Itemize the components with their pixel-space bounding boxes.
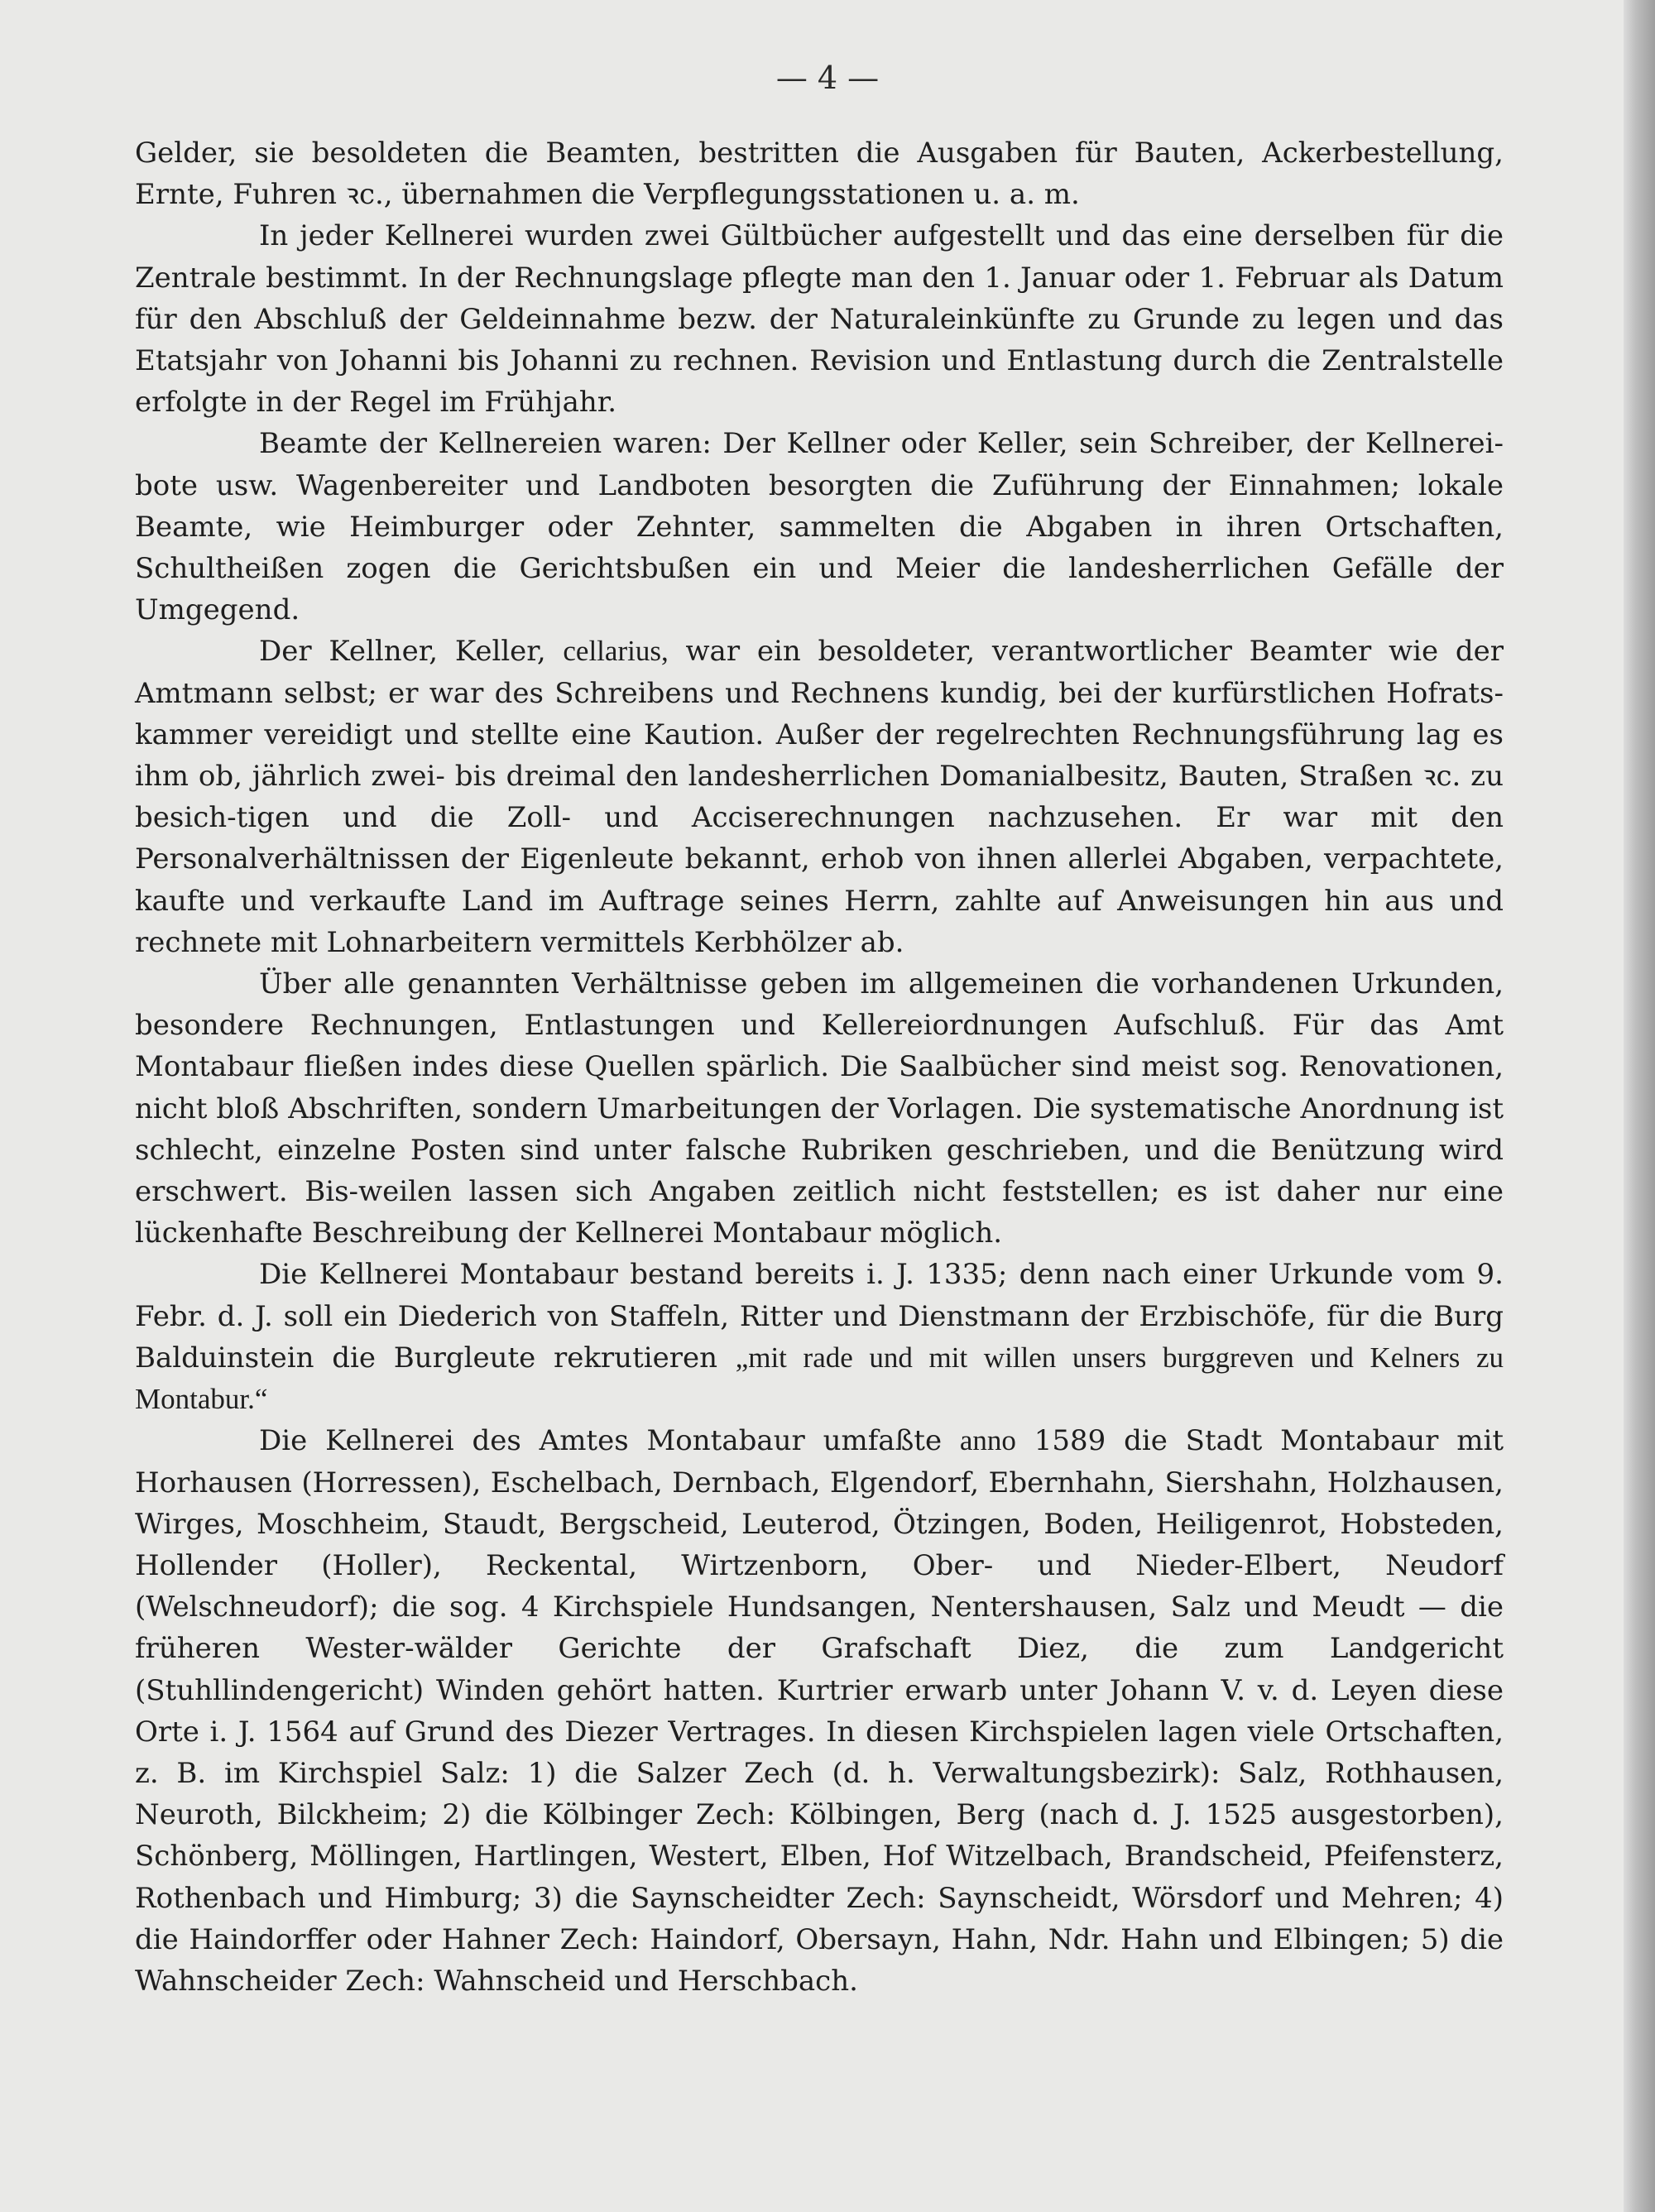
page-number: — 4 —	[775, 60, 880, 96]
paragraph-1: Gelder, sie besoldeten die Beamten, bestritten die Ausgaben für Bauten, Ackerbestellung, Ernte, Fuhren ꝛc., übernahmen die Verpflegungsstationen u. a. m.	[135, 137, 1504, 212]
body-text	[135, 132, 1504, 2002]
paragraph-7-lead: Die Kellnerei des Amtes Montabaur umfaßte	[259, 1424, 943, 1458]
paragraph-7-rest: 1589 die Stadt Montabaur mit Horhausen (Horressen), Eschelbach, Dernbach, Elgendorf, Ebernhahn, Siershahn, Holzhausen, Wirges, Moschheim, Staudt, Bergscheid, Leuterod, Ötzingen, Boden, Heiligenrot, Hobsteden, Hollender (Holler), Reckental, Wirtzenborn, Ober- und Nieder-Elbert, Neudorf (Welschneudorf); die sog. 4 Kirchspiele Hundsangen, Nentershausen, Salz und Meudt — die früheren Wester-wälder Gerichte der Grafschaft Diez, die zum Landgericht (Stuhllindengericht) Winden gehört hatten. Kurtrier erwarb unter Johann V. v. d. Leyen diese Orte i. J. 1564 auf Grund des Diezer Vertrages. In diesen Kirchspielen lagen viele Ortschaften, z. B. im Kirchspiel Salz: 1) die Salzer Zech (d. h. Verwaltungsbezirk): Salz, Rothhausen, Neuroth, Bilckheim; 2) die Kölbinger Zech: Kölbingen, Berg (nach d. J. 1525 ausgestorben), Schönberg, Möllingen, Hartlingen, Westert, Elben, Hof Witzelbach, Brandscheid, Pfeifensterz, Rothenbach und Himburg; 3) die Saynscheidter Zech: Saynscheidt, Wörsdorf und Mehren; 4) die Haindorffer oder Hahner Zech: Haindorf, Obersayn, Hahn, Ndr. Hahn und Elbingen; 5) die Wahnscheider Zech: Wahnscheid und Herschbach.	[135, 1424, 1504, 1998]
paragraph-4-lead: Der Kellner, Keller,	[259, 635, 546, 669]
document-quotation: „mit rade und mit willen unsers burggreven und Kelners zu Montabur.“	[135, 1341, 1504, 1416]
page-edge-shadow	[1624, 0, 1655, 2212]
latin-term-anno: anno	[959, 1424, 1016, 1457]
paragraph-6-lead: Die Kellnerei Montabaur bestand bereits i. J. 1335; denn nach einer Urkunde vom 9. Febr. d. J. soll ein Diederich von Staffeln, Ritter und Dienstmann der Erzbischöfe, für die Burg Balduinstein die Burgleute rekrutieren	[135, 1258, 1504, 1375]
paragraph-3: Beamte der Kellnereien waren: Der Kellner oder Keller, sein Schreiber, der Kellnerei-bote usw. Wagenbereiter und Landboten besorgten die Zuführung der Einnahmen; lokale Beamte, wie Heimburger oder Zehnter, sammelten die Abgaben in ihren Ortschaften, Schultheißen zogen die Gerichtsbußen ein und Meier die landesherrlichen Gefälle der Umgegend.	[135, 427, 1504, 627]
paragraph-4-rest: war ein besoldeter, verantwortlicher Beamter wie der Amtmann selbst; er war des Schreibens und Rechnens kundig, bei der kurfürstlichen Hofrats-kammer vereidigt und stellte eine Kaution. Außer der regelrechten Rechnungsführung lag es ihm ob, jährlich zwei- bis dreimal den landesherrlichen Domanialbesitz, Bauten, Straßen ꝛc. zu besich-tigen und die Zoll- und Acciserechnungen nachzusehen. Er war mit den Personalverhältnissen der Eigenleute bekannt, erhob von ihnen allerlei Abgaben, verpachtete, kaufte und verkaufte Land im Auftrage seines Herrn, zahlte auf Anweisungen hin aus und rechnete mit Lohnarbeitern vermittels Kerbhölzer ab.	[135, 635, 1504, 959]
paragraph-2: In jeder Kellnerei wurden zwei Gültbücher aufgestellt und das eine derselben für die Zentrale bestimmt. In der Rechnungslage pflegte man den 1. Januar oder 1. Februar als Datum für den Abschluß der Geldeinnahme bezw. der Naturaleinkünfte zu Grunde zu legen und das Etatsjahr von Johanni bis Johanni zu rechnen. Revision und Entlastung durch die Zentralstelle erfolgte in der Regel im Frühjahr.	[135, 219, 1504, 420]
paragraph-4	[135, 631, 1504, 963]
latin-term-cellarius: cellarius,	[563, 635, 669, 668]
paragraph-5: Über alle genannten Verhältnisse geben im allgemeinen die vorhandenen Urkunden, besondere Rechnungen, Entlastungen und Kellereiordnungen Aufschluß. Für das Amt Montabaur fließen indes diese Quellen spärlich. Die Saalbücher sind meist sog. Renovationen, nicht bloß Abschriften, sondern Umarbeitungen der Vorlagen. Die systematische Anordnung ist schlecht, einzelne Posten sind unter falsche Rubriken geschrieben, und die Benützung wird erschwert. Bis-weilen lassen sich Angaben zeitlich nicht feststellen; es ist daher nur eine lückenhafte Beschreibung der Kellnerei Montabaur möglich.	[135, 967, 1504, 1250]
paragraph-7	[135, 1420, 1504, 2002]
paragraph-6	[135, 1254, 1504, 1420]
